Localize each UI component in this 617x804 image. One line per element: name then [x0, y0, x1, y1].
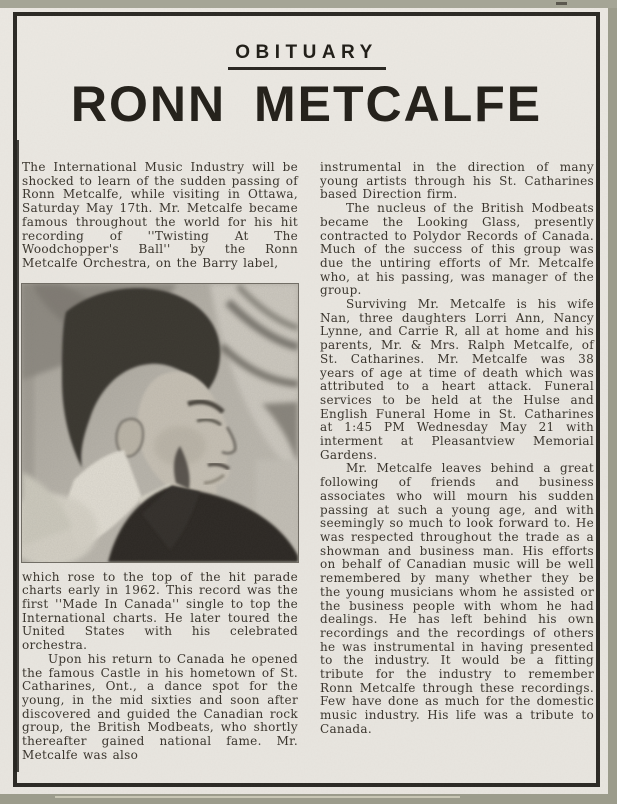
paragraph-intro-continued: which rose to the top of the hit parade charts early in 1962. This record was the first ''Made In Canada'' single to top the International charts. He later toured the United States with his celebrated orchestra.	[22, 569, 298, 653]
ronn-metcalfe-photo	[22, 284, 298, 562]
obituary-kicker: OBITUARY	[235, 42, 378, 63]
scan-edge-top	[0, 0, 617, 8]
paragraph-direction-firm: instrumental in the direction of many young artists through his St. Catharines based Direction firm.	[320, 160, 594, 202]
paragraph-surviving-family: Surviving Mr. Metcalfe is his wife Nan, three daughters Lorri Ann, Nancy Lynne, and Carrie R, all at home and his parents, Mr. & Mrs. Ralph Metcalfe, of St. Catharines. Mr. Metcalfe was 38 years of age at time of death which was attributed to a heart attack. Funeral services to be held at the Hulse and English Funeral Home in St. Catharines at 1:45 PM Wednesday May 21 with interment at Pleasantview Memorial Gardens.	[320, 297, 594, 462]
article-body	[22, 161, 594, 762]
paragraph-looking-glass: The nucleus of the British Modbeats became the Looking Glass, presently contracted to Polydor Records of Canada. Much of the success of this group was due the untiring efforts of Mr. Metcalfe who, at his passing, was manager of the group.	[320, 201, 594, 298]
deceased-name-headline: RONN METCALFE	[70, 76, 543, 132]
article-column-right	[320, 161, 594, 762]
paragraph-legacy: Mr. Metcalfe leaves behind a great following of friends and business associates who will mourn his sudden passing at such a young age, and with seemingly so much to look forward to. He was respected throughout the trade as a showman and business man. His efforts on behalf of Canadian music will be well remembered by many whether they be the young musicians whom he assisted or the business people with whom he had dealings. He has left behind his own recordings and the recordings of others he was instrumental in having presented to the industry. It would be a fitting tribute for the industry to remember Ronn Metcalfe through these recordings. Few have done as much for the domestic music industry. His life was a tribute to Canada.	[320, 461, 594, 736]
portrait-illustration	[22, 284, 298, 562]
scan-artifact-line	[55, 796, 460, 798]
scan-artifact-mark	[556, 2, 567, 5]
masthead	[13, 42, 600, 132]
kicker-underline	[228, 67, 386, 70]
paragraph-return-to-canada: Upon his return to Canada he opened the famous Castle in his hometown of St. Catharines, Ont., a dance spot for the young, in the mid sixties and soon after discovered and guided the Canadian rock group, the British Modbeats, who shortly thereafter gained national fame. Mr. Metcalfe was also	[22, 651, 298, 762]
paragraph-intro: The International Music Industry will be shocked to learn of the sudden passing of Ronn Metcalfe, while visiting in Ottawa, Saturday May 17th. Mr. Metcalfe became famous throughout the world for his hit recording of ''Twisting At The Woodchopper's Ball'' by the Ronn Metcalfe Orchestra, on the Barry label,	[22, 160, 298, 270]
border-ink-smudge	[14, 140, 19, 772]
article-column-left	[22, 161, 298, 762]
